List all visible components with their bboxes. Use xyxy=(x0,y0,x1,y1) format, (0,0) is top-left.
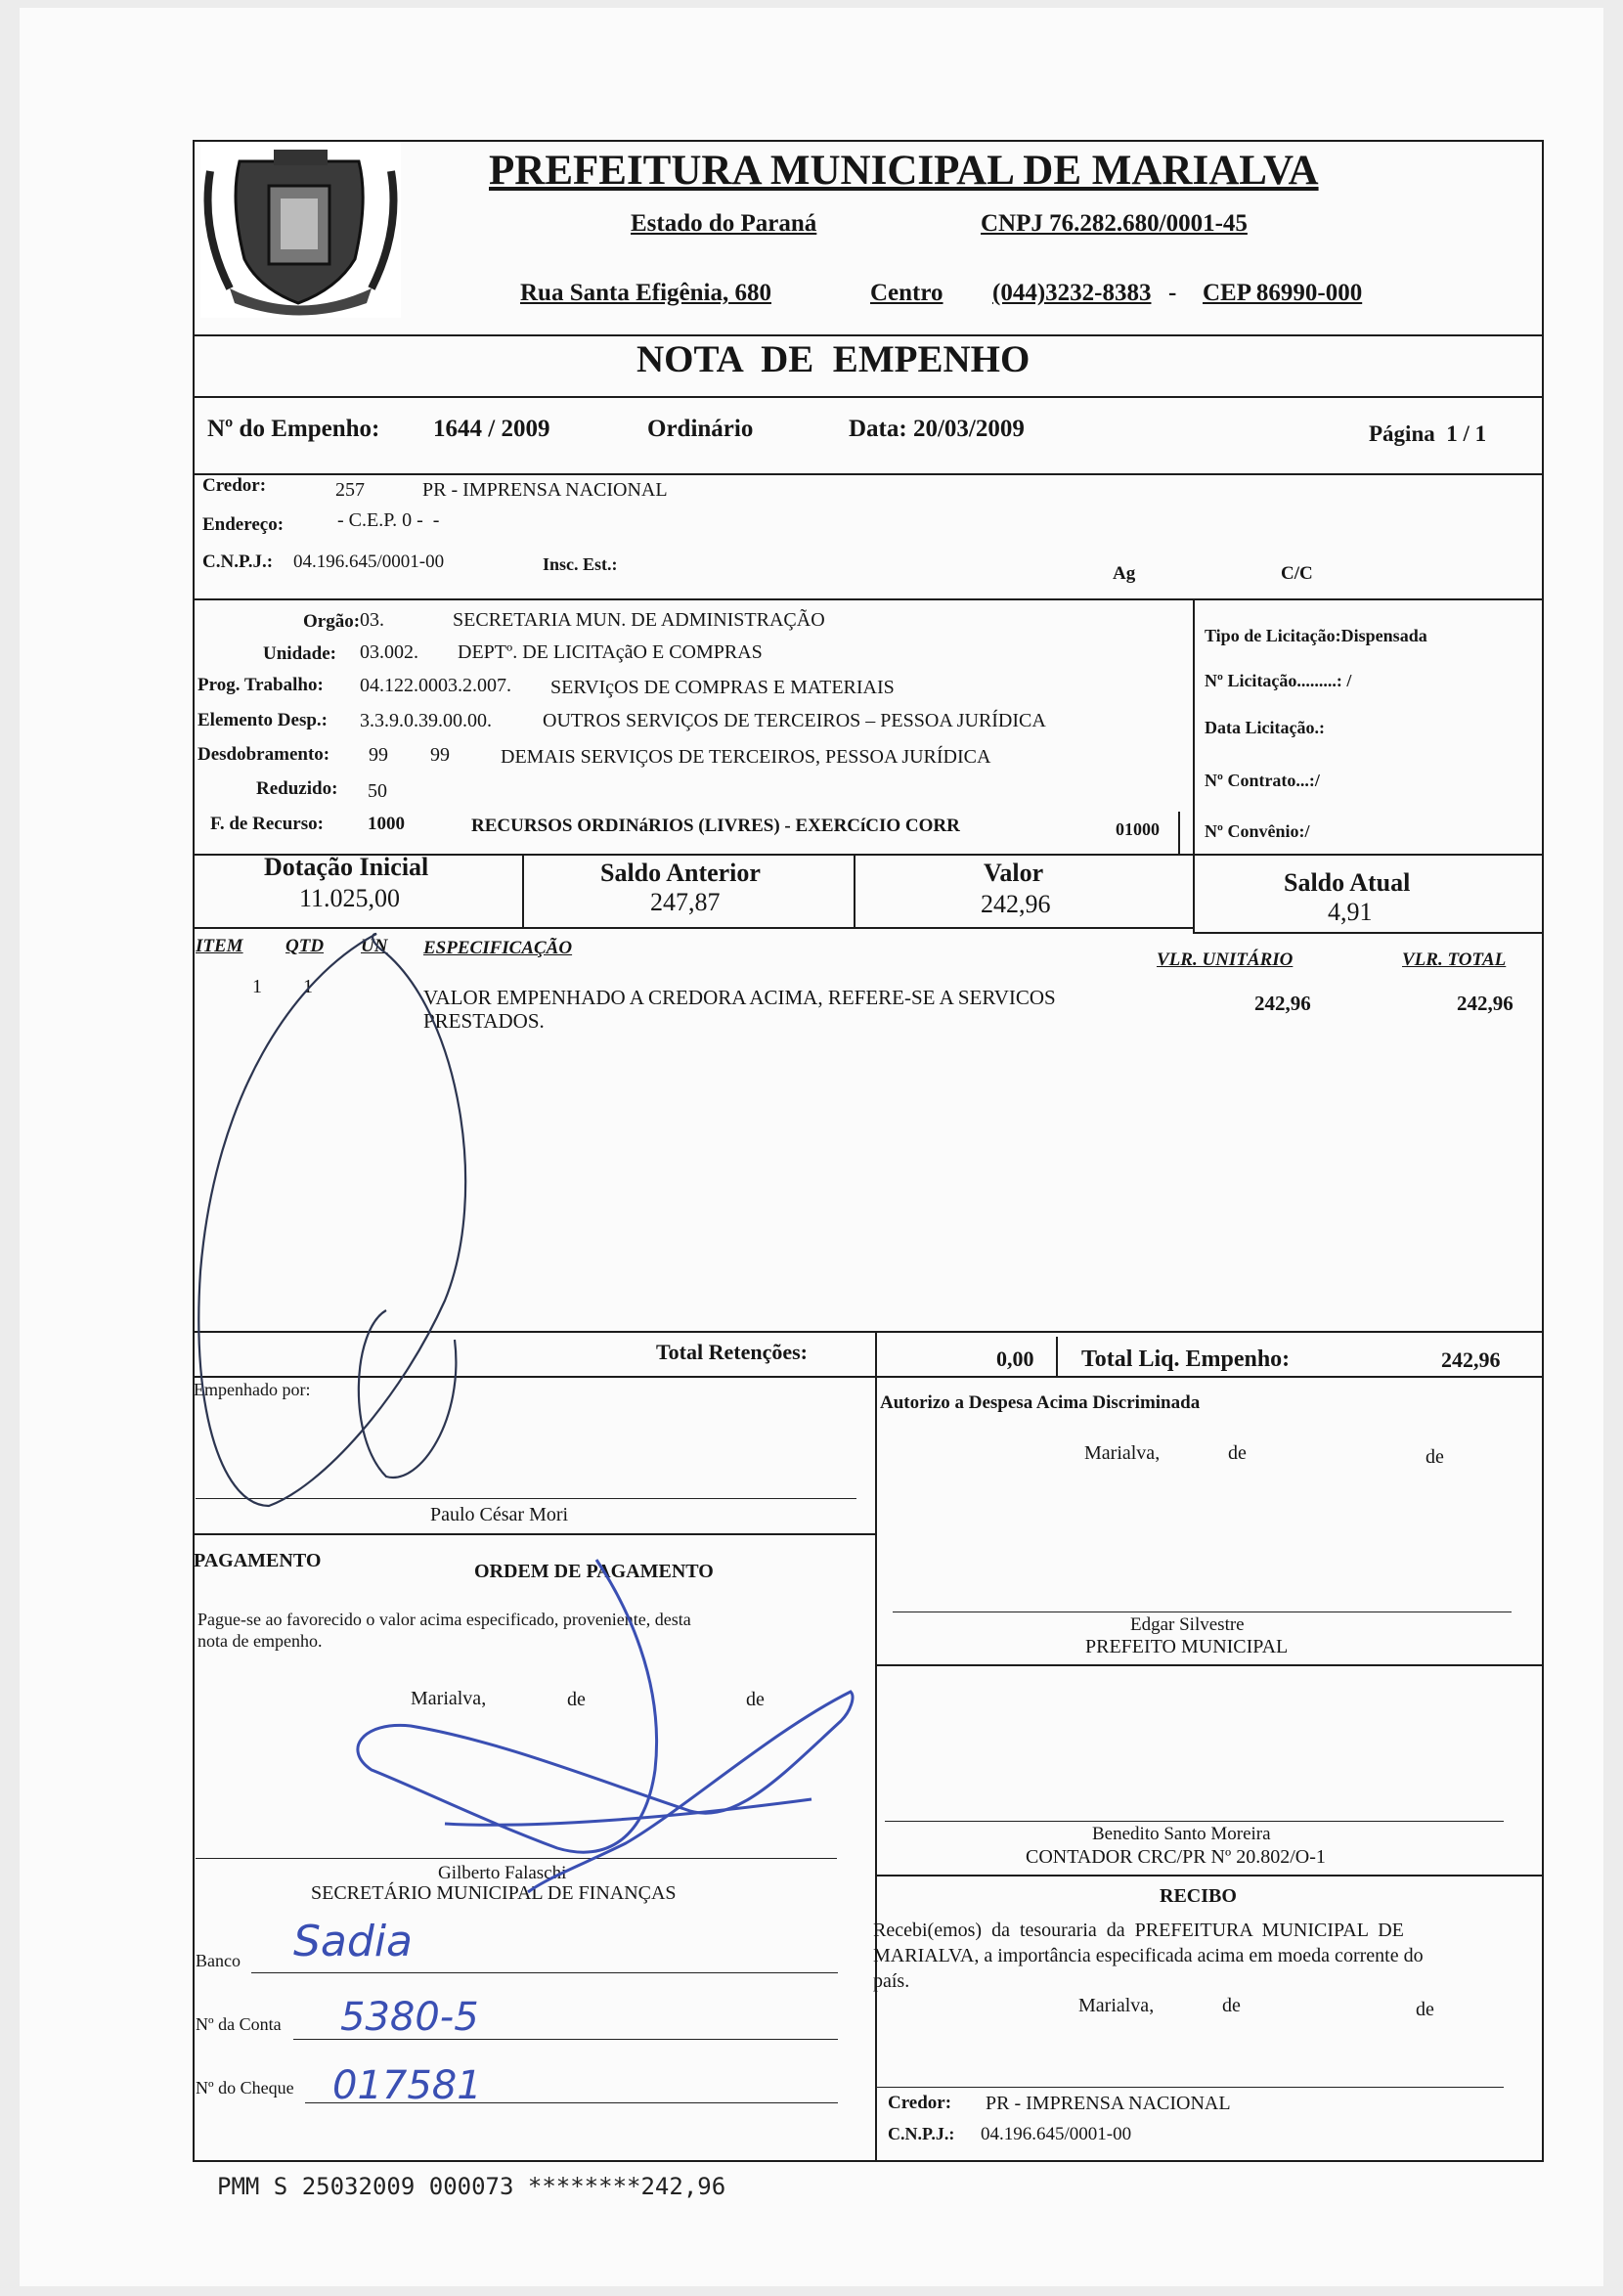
recurso-cod2: 01000 xyxy=(1116,819,1160,839)
desdobramento-cod1: 99 xyxy=(369,744,388,766)
prog: SERVIçOS DE COMPRAS E MATERIAIS xyxy=(550,677,895,698)
dotacao-label: Dotação Inicial xyxy=(264,853,429,881)
estado: Estado do Paraná xyxy=(631,210,817,237)
autorizo-label: Autorizo a Despesa Acima Discriminada xyxy=(880,1392,1201,1413)
contador-cargo: CONTADOR CRC/PR Nº 20.802/O-1 xyxy=(1026,1846,1326,1868)
signature-empenhado-loop xyxy=(359,1310,457,1478)
orgao: SECRETARIA MUN. DE ADMINISTRAÇÃO xyxy=(453,609,825,631)
data-empenho: Data: 20/03/2009 xyxy=(849,416,1025,442)
centro: Centro xyxy=(870,280,943,306)
numero-contrato: Nº Contrato...:/ xyxy=(1205,771,1320,790)
endereco-prefeitura: Rua Santa Efigênia, 680 xyxy=(520,280,771,306)
total-liquido-label: Total Liq. Empenho: xyxy=(1081,1347,1291,1372)
conta-label: Nº da Conta xyxy=(196,2014,282,2034)
recibo-cnpj-label: C.N.P.J.: xyxy=(888,2124,955,2143)
data-licitacao: Data Licitação.: xyxy=(1205,718,1325,737)
doc-title: NOTA DE EMPENHO xyxy=(636,338,1031,380)
telefone: (044)3232-8383 xyxy=(992,280,1152,306)
cc-label: C/C xyxy=(1281,563,1313,584)
saldo-atual: 4,91 xyxy=(1328,898,1373,926)
secretario-nome: Gilberto Falaschi xyxy=(438,1863,567,1883)
pagamento-title: PAGAMENTO xyxy=(194,1550,322,1571)
cheque-label: Nº do Cheque xyxy=(196,2078,294,2097)
total-retencoes-label: Total Retenções: xyxy=(656,1340,808,1364)
recibo-de-1: de xyxy=(1222,1995,1241,2016)
recibo-cnpj: 04.196.645/0001-00 xyxy=(981,2124,1132,2144)
recibo-de-2: de xyxy=(1416,1999,1434,2020)
elemento-label: Elemento Desp.: xyxy=(197,710,328,730)
recibo-credor: PR - IMPRENSA NACIONAL xyxy=(986,2093,1231,2114)
banco-label: Banco xyxy=(196,1951,241,1970)
cnpj-prefeitura: CNPJ 76.282.680/0001-45 xyxy=(981,210,1248,237)
recibo-credor-label: Credor: xyxy=(888,2093,952,2113)
dotacao-valor: 11.025,00 xyxy=(299,884,401,912)
cnpj-credor: 04.196.645/0001-00 xyxy=(293,552,445,572)
pagina: Página 1 / 1 xyxy=(1369,421,1487,446)
item-especificacao-1: VALOR EMPENHADO A CREDORA ACIMA, REFERE-SE A SERVICOS xyxy=(423,986,1056,1009)
orgao-label: Orgão: xyxy=(303,611,361,632)
prefeito-cargo: PREFEITO MUNICIPAL xyxy=(1085,1636,1289,1657)
elemento-cod: 3.3.9.0.39.00.00. xyxy=(360,710,492,731)
saldo-atual-label: Saldo Atual xyxy=(1284,868,1411,897)
item-vlr-total: 242,96 xyxy=(1457,992,1513,1015)
tipo-licitacao: Tipo de Licitação:Dispensada xyxy=(1205,626,1427,645)
banco-valor[interactable]: Sadia xyxy=(293,1917,414,1966)
desdobramento-label: Desdobramento: xyxy=(197,744,330,765)
autorizo-local: Marialva, xyxy=(1084,1442,1161,1464)
ag-label: Ag xyxy=(1113,563,1136,584)
unidade-label: Unidade: xyxy=(263,643,336,664)
numero-empenho-label: Nº do Empenho: xyxy=(207,416,380,442)
saldo-anterior-label: Saldo Anterior xyxy=(600,859,761,887)
secretario-cargo: SECRETÁRIO MUNICIPAL DE FINANÇAS xyxy=(311,1882,677,1904)
prog-cod: 04.122.0003.2.007. xyxy=(360,675,511,696)
pagamento-de-1: de xyxy=(567,1689,586,1710)
cheque-valor[interactable]: 017581 xyxy=(332,2063,482,2108)
desdobramento: DEMAIS SERVIÇOS DE TERCEIROS, PESSOA JURÍDICA xyxy=(501,746,991,768)
elemento: OUTROS SERVIÇOS DE TERCEIROS – PESSOA JURÍDICA xyxy=(543,710,1046,731)
cep-prefeitura: CEP 86990-000 xyxy=(1203,280,1363,306)
recurso-label: F. de Recurso: xyxy=(210,814,324,834)
valor: 242,96 xyxy=(981,890,1051,918)
recibo-title: RECIBO xyxy=(1160,1885,1237,1907)
vlr-total-header: VLR. TOTAL xyxy=(1402,949,1507,970)
qtd-header: QTD xyxy=(285,936,325,956)
prog-label: Prog. Trabalho: xyxy=(197,675,324,695)
recibo-local: Marialva, xyxy=(1078,1995,1155,2016)
pagamento-texto-1: Pague-se ao favorecido o valor acima especificado, proveniente, desta xyxy=(197,1610,691,1629)
credor-nome: PR - IMPRENSA NACIONAL xyxy=(422,479,668,501)
numero-empenho: 1644 / 2009 xyxy=(433,416,550,442)
numero-convenio: Nº Convênio:/ xyxy=(1205,821,1310,841)
pagamento-texto-2: nota de empenho. xyxy=(197,1631,323,1651)
credor-label: Credor: xyxy=(202,475,267,496)
cnpj-credor-label: C.N.P.J.: xyxy=(202,552,274,572)
recibo-texto-2: MARIALVA, a importância especificada acima em moeda corrente do xyxy=(873,1945,1424,1966)
recibo-texto-3: país. xyxy=(873,1970,910,1992)
saldo-anterior: 247,87 xyxy=(650,888,721,916)
signature-secretario xyxy=(358,1560,853,1892)
signature-empenhado xyxy=(198,934,465,1506)
item-vlr-unitario: 242,96 xyxy=(1254,992,1311,1015)
recurso: RECURSOS ORDINáRIOS (LIVRES) - EXERCíCIO CORR xyxy=(471,816,960,836)
autorizo-de-2: de xyxy=(1426,1446,1444,1468)
endereco-label: Endereço: xyxy=(202,514,285,535)
credor-endereco: - C.E.P. 0 - - xyxy=(337,509,440,531)
reduzido: 50 xyxy=(368,780,387,802)
separador: - xyxy=(1168,280,1177,306)
reduzido-label: Reduzido: xyxy=(256,778,338,799)
item-numero: 1 xyxy=(252,976,262,997)
prefeito-nome: Edgar Silvestre xyxy=(1130,1614,1245,1635)
item-especificacao-2: PRESTADOS. xyxy=(423,1009,545,1033)
contador-nome: Benedito Santo Moreira xyxy=(1092,1824,1271,1844)
empenhado-por-label: Empenhado por: xyxy=(194,1380,311,1399)
pagamento-local: Marialva, xyxy=(411,1688,487,1709)
desdobramento-cod2: 99 xyxy=(430,744,450,766)
autorizo-de-1: de xyxy=(1228,1442,1247,1464)
valor-label: Valor xyxy=(984,859,1044,887)
pagamento-de-2: de xyxy=(746,1689,765,1710)
credor-codigo: 257 xyxy=(335,479,365,501)
recibo-texto-1: Recebi(emos) da tesouraria da PREFEITURA MUNICIPAL DE xyxy=(873,1920,1404,1941)
total-liquido: 242,96 xyxy=(1441,1347,1501,1372)
prefeitura-title: PREFEITURA MUNICIPAL DE MARIALVA xyxy=(489,148,1319,194)
especificacao-header: ESPECIFICAÇÃO xyxy=(423,938,573,958)
item-qtd: 1 xyxy=(303,976,313,997)
un-header: UN xyxy=(361,936,388,956)
insc-est-label: Insc. Est.: xyxy=(543,554,618,574)
empenhado-nome: Paulo César Mori xyxy=(430,1504,569,1525)
orgao-cod: 03. xyxy=(360,609,384,631)
carimbo-bancario: PMM S 25032009 000073 ********242,96 xyxy=(217,2173,726,2200)
unidade: DEPTº. DE LICITAçãO E COMPRAS xyxy=(458,641,763,663)
ordem-pagamento-title: ORDEM DE PAGAMENTO xyxy=(474,1561,714,1582)
total-retencoes: 0,00 xyxy=(996,1347,1034,1371)
vlr-unitario-header: VLR. UNITÁRIO xyxy=(1157,949,1294,970)
numero-licitacao: Nº Licitação.........: / xyxy=(1205,671,1352,690)
item-header: ITEM xyxy=(196,936,243,956)
conta-valor[interactable]: 5380-5 xyxy=(340,1995,479,2040)
tipo-empenho: Ordinário xyxy=(647,416,754,442)
recurso-cod: 1000 xyxy=(368,814,405,834)
unidade-cod: 03.002. xyxy=(360,641,418,663)
